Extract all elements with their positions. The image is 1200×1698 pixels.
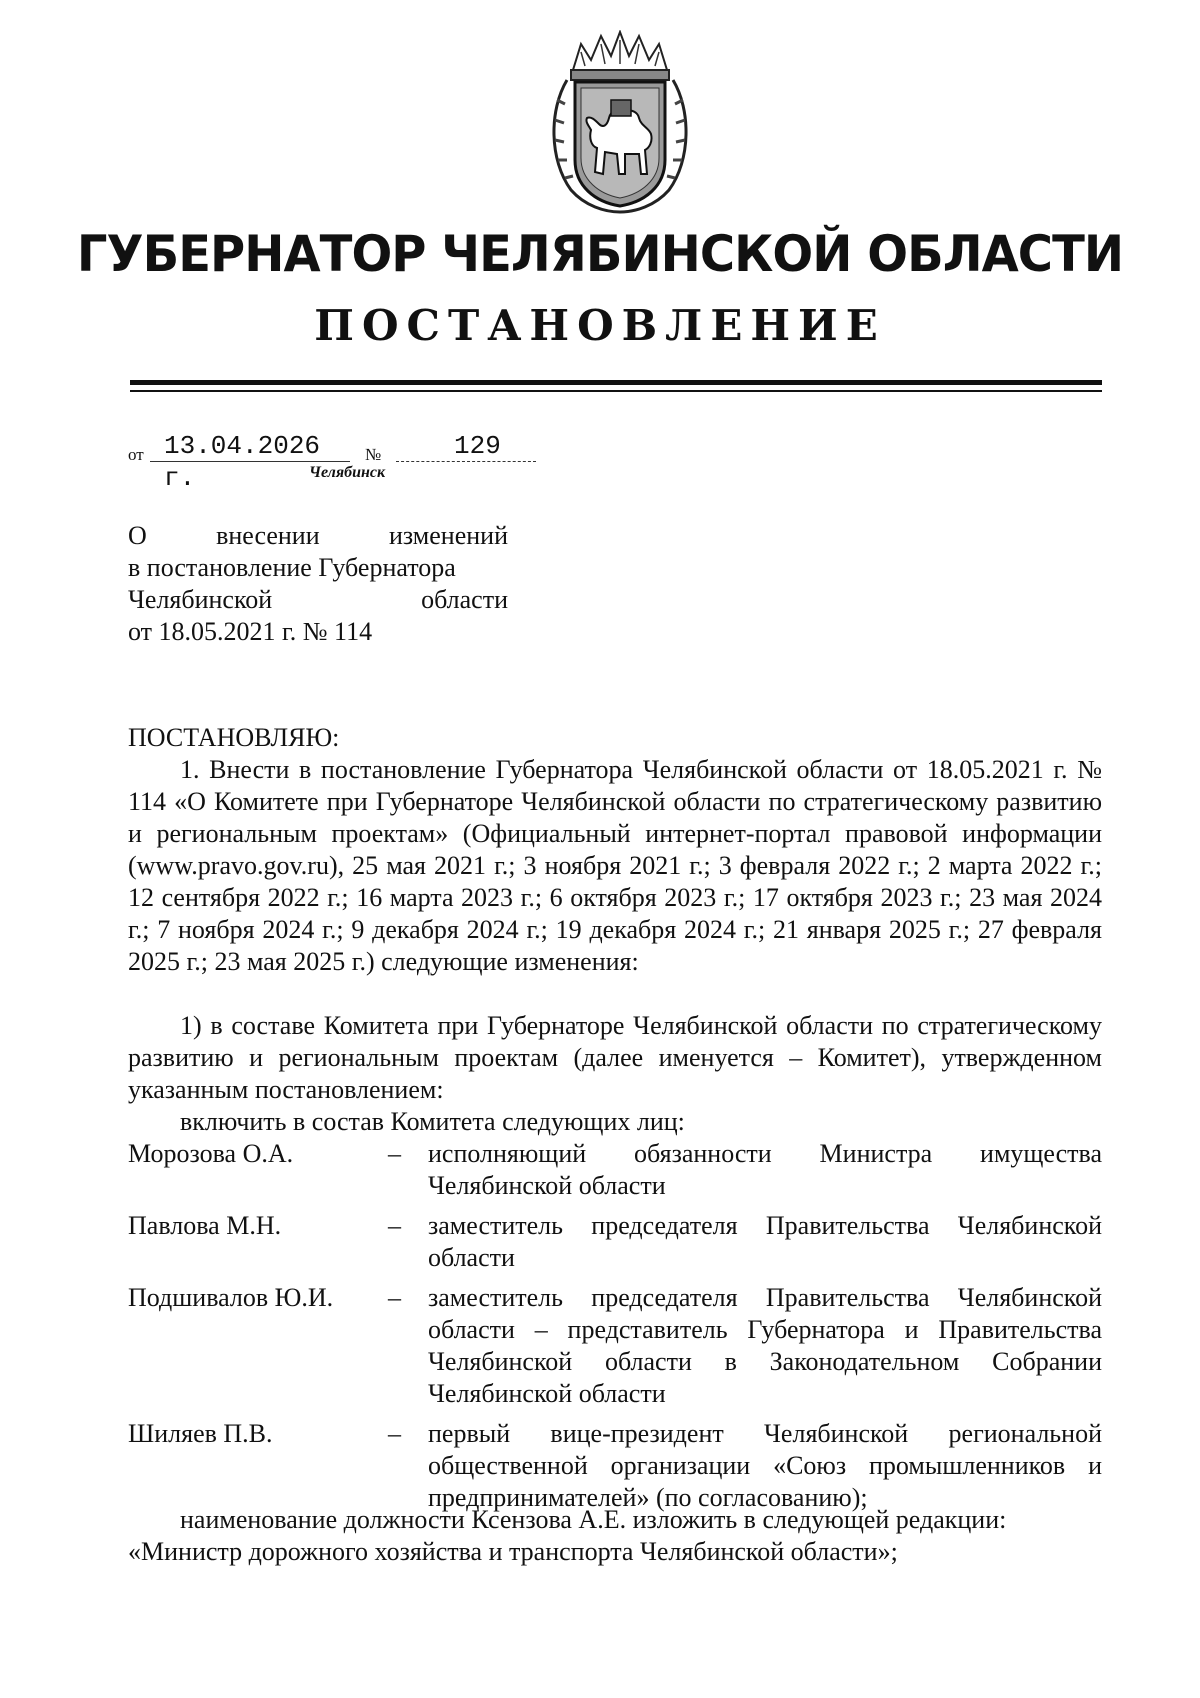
member-row bbox=[128, 1210, 1108, 1274]
member-dash: – bbox=[388, 1283, 401, 1312]
subject-line: от 18.05.2021 г. № 114 bbox=[128, 617, 373, 646]
member-dash: – bbox=[388, 1211, 401, 1240]
issuer-title: ГУБЕРНАТОР ЧЕЛЯБИНСКОЙ ОБЛАСТИ bbox=[76, 225, 1124, 283]
member-row bbox=[128, 1138, 1108, 1202]
document-requisites bbox=[128, 430, 568, 493]
decree-word: ПОСТАНОВЛЯЮ: bbox=[128, 723, 340, 752]
subject-line: в постановление Губернатора bbox=[128, 553, 456, 582]
member-row bbox=[128, 1282, 1108, 1410]
member-name: Морозова О.А. bbox=[128, 1139, 294, 1168]
member-dash: – bbox=[388, 1139, 401, 1168]
member-name: Шиляев П.В. bbox=[128, 1419, 273, 1448]
paragraph-2: 1) в составе Комитета при Губернаторе Челябинской области по стратегическому развитию и региональным проектам (далее именуется – Комитет), утвержденном указанным постановлением: bbox=[128, 1011, 1102, 1104]
document-type: ПОСТАНОВЛЕНИЕ bbox=[314, 301, 886, 350]
coat-of-arms-emblem bbox=[545, 30, 695, 214]
member-name: Подшивалов Ю.И. bbox=[128, 1283, 334, 1312]
document-number: 129 bbox=[396, 430, 536, 462]
member-position: первый вице-президент Челябинской региональной общественной организации «Союз промышленников и предпринимателей» (по согласованию); bbox=[428, 1419, 1102, 1512]
date-prefix: от bbox=[128, 445, 144, 464]
document-subject bbox=[128, 520, 508, 648]
member-row bbox=[128, 1418, 1108, 1514]
member-name: Павлова М.Н. bbox=[128, 1211, 282, 1240]
paragraph-4: наименование должности Ксензова А.Е. изложить в следующей редакции: bbox=[180, 1505, 1007, 1534]
subject-line: Челябинской области bbox=[128, 585, 508, 614]
paragraph-1: 1. Внести в постановление Губернатора Челябинской области от 18.05.2021 г. № 114 «О Комитете при Губернаторе Челябинской области по стратегическому развитию и региональным проектам» (Официальный интернет-портал правовой информации (www.pravo.gov.ru), 25 мая 2021 г.; 3 ноября 2021 г.; 3 февраля 2022 г.; 2 марта 2022 г.; 12 сентября 2022 г.; 16 марта 2023 г.; 6 октября 2023 г.; 17 октября 2023 г.; 23 мая 2024 г.; 7 ноября 2024 г.; 9 декабря 2024 г.; 19 декабря 2024 г.; 21 января 2025 г.; 27 февраля 2025 г.; 23 мая 2025 г.) следующие изменения: bbox=[128, 755, 1102, 976]
member-position: исполняющий обязанности Министра имущества Челябинской области bbox=[428, 1139, 1102, 1200]
members-list bbox=[128, 1138, 1108, 1522]
member-dash: – bbox=[388, 1419, 401, 1448]
header-rule-thick bbox=[130, 380, 1102, 385]
issue-city: Челябинск bbox=[309, 464, 386, 481]
paragraph-3: включить в состав Комитета следующих лиц: bbox=[180, 1107, 685, 1136]
member-position: заместитель председателя Правительства Челябинской области bbox=[428, 1211, 1102, 1272]
member-position: заместитель председателя Правительства Челябинской области – представитель Губернатора и Правительства Челябинской области в Законодательном Собрании Челябинской области bbox=[428, 1283, 1102, 1408]
paragraph-5: «Министр дорожного хозяйства и транспорта Челябинской области»; bbox=[128, 1537, 898, 1566]
number-label: № bbox=[365, 445, 382, 464]
document-date: 13.04.2026 г. bbox=[150, 430, 350, 462]
subject-line: О внесении изменений bbox=[128, 521, 508, 550]
header-rule-thin bbox=[130, 390, 1102, 392]
